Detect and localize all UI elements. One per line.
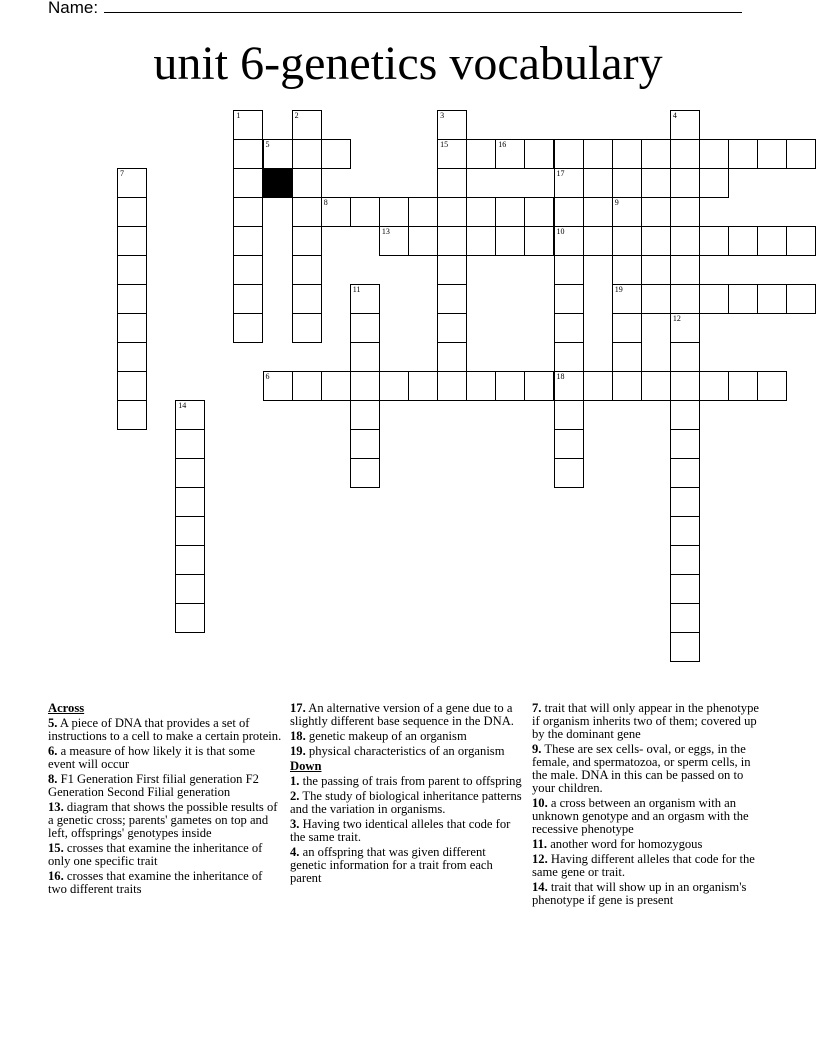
cell-number: 1 xyxy=(236,111,241,120)
crossword-cell[interactable] xyxy=(670,371,700,401)
clue-across-19: 19. physical characteristics of an organism xyxy=(290,744,505,758)
crossword-cell[interactable] xyxy=(524,197,554,227)
crossword-cell[interactable] xyxy=(437,226,467,256)
name-label: Name: xyxy=(48,0,99,17)
crossword-cell[interactable] xyxy=(175,516,205,546)
crossword-cell[interactable] xyxy=(292,255,322,285)
crossword-cell[interactable] xyxy=(350,429,380,459)
crossword-cell[interactable] xyxy=(495,371,525,401)
crossword-cell[interactable] xyxy=(437,255,467,285)
cell-number: 15 xyxy=(440,140,449,149)
crossword-cell[interactable] xyxy=(670,487,700,517)
crossword-cell[interactable] xyxy=(408,226,438,256)
crossword-cell[interactable] xyxy=(554,342,584,372)
crossword-cell[interactable] xyxy=(670,226,700,256)
crossword-cell[interactable] xyxy=(466,226,496,256)
crossword-cell[interactable] xyxy=(612,168,642,198)
crossword-cell[interactable] xyxy=(233,255,263,285)
crossword-cell[interactable] xyxy=(670,429,700,459)
cell-number: 4 xyxy=(672,111,677,120)
clue-across-13: 13. diagram that shows the possible results of a genetic cross; parents' gametes on top and left, offsprings' genotypes inside xyxy=(48,800,278,840)
cell-number: 14 xyxy=(178,401,187,410)
crossword-cell[interactable] xyxy=(379,226,409,256)
clue-across-5: 5. A piece of DNA that provides a set of instructions to a cell to make a certain protein. xyxy=(48,716,282,743)
crossword-cell[interactable] xyxy=(641,226,671,256)
crossword-cell[interactable] xyxy=(117,168,147,198)
cell-number: 11 xyxy=(352,285,361,294)
crossword-cell[interactable] xyxy=(437,371,467,401)
crossword-cell[interactable] xyxy=(117,342,147,372)
crossword-cell[interactable] xyxy=(263,371,293,401)
crossword-cell[interactable] xyxy=(350,458,380,488)
crossword-cell[interactable] xyxy=(612,139,642,169)
crossword-cell[interactable] xyxy=(524,226,554,256)
crossword-cell[interactable] xyxy=(350,284,380,314)
crossword-cell[interactable] xyxy=(554,429,584,459)
crossword-cell[interactable] xyxy=(728,284,758,314)
crossword-cell[interactable] xyxy=(117,284,147,314)
crossword-cell[interactable] xyxy=(495,226,525,256)
crossword-cell[interactable] xyxy=(554,226,584,256)
crossword-cell[interactable] xyxy=(612,342,642,372)
crossword-cell[interactable] xyxy=(292,313,322,343)
crossword-cell[interactable] xyxy=(670,545,700,575)
clues-column-3 xyxy=(532,702,768,909)
crossword-cell[interactable] xyxy=(757,139,787,169)
crossword-cell[interactable] xyxy=(233,139,263,169)
clue-down-14: 14. trait that will show up in an organism's phenotype if gene is present xyxy=(532,880,747,907)
crossword-cell[interactable] xyxy=(350,400,380,430)
clue-down-4: 4. an offspring that was given different genetic information for a trait from each parent xyxy=(290,845,493,885)
crossword-cell[interactable] xyxy=(554,168,584,198)
black-square xyxy=(263,168,293,198)
crossword-cell[interactable] xyxy=(117,371,147,401)
crossword-cell[interactable] xyxy=(466,197,496,227)
crossword-cell[interactable] xyxy=(437,197,467,227)
clue-down-1: 1. the passing of trais from parent to offspring xyxy=(290,774,522,788)
crossword-cell[interactable] xyxy=(670,458,700,488)
crossword-cell[interactable] xyxy=(670,110,700,140)
cell-number: 9 xyxy=(614,198,619,207)
crossword-cell[interactable] xyxy=(292,284,322,314)
clues-column-1 xyxy=(48,702,284,898)
crossword-cell[interactable] xyxy=(292,110,322,140)
crossword-cell[interactable] xyxy=(728,371,758,401)
crossword-cell[interactable] xyxy=(757,371,787,401)
crossword-cell[interactable] xyxy=(321,371,351,401)
crossword-cell[interactable] xyxy=(554,371,584,401)
page-title: unit 6-genetics vocabulary xyxy=(153,37,663,90)
crossword-cell[interactable] xyxy=(583,371,613,401)
crossword-cell[interactable] xyxy=(670,574,700,604)
crossword-cell[interactable] xyxy=(786,226,816,256)
crossword-cell[interactable] xyxy=(670,603,700,633)
cell-number: 12 xyxy=(672,314,681,323)
crossword-cell[interactable] xyxy=(437,284,467,314)
crossword-cell[interactable] xyxy=(699,371,729,401)
crossword-cell[interactable] xyxy=(233,284,263,314)
clue-down-10: 10. a cross between an organism with an unknown genotype and an orgasm with the recessive phenotype xyxy=(532,796,749,836)
crossword-cell[interactable] xyxy=(554,284,584,314)
crossword-cell[interactable] xyxy=(233,197,263,227)
clue-down-7: 7. trait that will only appear in the phenotype if organism inherits two of them; covered up by the dominant gene xyxy=(532,701,759,741)
crossword-cell[interactable] xyxy=(699,284,729,314)
cell-number: 19 xyxy=(614,285,623,294)
crossword-cell[interactable] xyxy=(670,139,700,169)
crossword-cell[interactable] xyxy=(554,255,584,285)
crossword-cell[interactable] xyxy=(292,226,322,256)
crossword-cell[interactable] xyxy=(408,197,438,227)
crossword-cell[interactable] xyxy=(379,197,409,227)
cell-number: 8 xyxy=(323,198,328,207)
crossword-cell[interactable] xyxy=(233,313,263,343)
crossword-cell[interactable] xyxy=(612,255,642,285)
crossword-cell[interactable] xyxy=(554,313,584,343)
clue-down-11: 11. another word for homozygous xyxy=(532,837,703,851)
crossword-cell[interactable] xyxy=(408,371,438,401)
crossword-cell[interactable] xyxy=(233,168,263,198)
crossword-cell[interactable] xyxy=(175,429,205,459)
crossword-cell[interactable] xyxy=(670,168,700,198)
crossword-cell[interactable] xyxy=(233,110,263,140)
crossword-cell[interactable] xyxy=(524,139,554,169)
crossword-cell[interactable] xyxy=(437,168,467,198)
crossword-cell[interactable] xyxy=(670,632,700,662)
cell-number: 3 xyxy=(440,111,445,120)
crossword-cell[interactable] xyxy=(175,545,205,575)
crossword-cell[interactable] xyxy=(350,313,380,343)
crossword-cell[interactable] xyxy=(583,168,613,198)
clue-down-2: 2. The study of biological inheritance patterns and the variation in organisms. xyxy=(290,789,522,816)
crossword-cell[interactable] xyxy=(554,197,584,227)
crossword-cell[interactable] xyxy=(612,226,642,256)
crossword-cell[interactable] xyxy=(757,226,787,256)
cell-number: 10 xyxy=(556,227,565,236)
crossword-cell[interactable] xyxy=(379,371,409,401)
crossword-cell[interactable] xyxy=(175,574,205,604)
down-heading: Down xyxy=(290,759,322,773)
crossword-cell[interactable] xyxy=(350,197,380,227)
crossword-cell[interactable] xyxy=(292,139,322,169)
crossword-cell[interactable] xyxy=(292,371,322,401)
crossword-cell[interactable] xyxy=(583,139,613,169)
cell-number: 13 xyxy=(381,227,390,236)
crossword-cell[interactable] xyxy=(670,342,700,372)
crossword-cell[interactable] xyxy=(641,284,671,314)
clue-down-9: 9. These are sex cells- oval, or eggs, in the female, and spermatozoa, or sperm cells, in the male. DNA in this can be passed on to your children. xyxy=(532,742,751,795)
crossword-cell[interactable] xyxy=(670,400,700,430)
crossword-cell[interactable] xyxy=(786,139,816,169)
crossword-cell[interactable] xyxy=(670,284,700,314)
crossword-cell[interactable] xyxy=(117,400,147,430)
clue-down-3: 3. Having two identical alleles that code for the same trait. xyxy=(290,817,511,844)
clue-across-16: 16. crosses that examine the inheritance of two different traits xyxy=(48,869,263,896)
crossword-cell[interactable] xyxy=(612,284,642,314)
crossword-cell[interactable] xyxy=(641,371,671,401)
clue-across-6: 6. a measure of how likely it is that some event will occur xyxy=(48,744,256,771)
crossword-cell[interactable] xyxy=(437,342,467,372)
cell-number: 5 xyxy=(265,140,270,149)
crossword-cell[interactable] xyxy=(350,342,380,372)
crossword-cell[interactable] xyxy=(699,226,729,256)
crossword-cell[interactable] xyxy=(670,197,700,227)
crossword-cell[interactable] xyxy=(175,603,205,633)
crossword-cell[interactable] xyxy=(321,197,351,227)
crossword-cell[interactable] xyxy=(117,226,147,256)
crossword-cell[interactable] xyxy=(670,313,700,343)
crossword-cell[interactable] xyxy=(670,255,700,285)
clue-across-17: 17. An alternative version of a gene due to a slightly different base sequence in the DNA. xyxy=(290,701,514,728)
crossword-cell[interactable] xyxy=(175,400,205,430)
crossword-cell[interactable] xyxy=(263,139,293,169)
cell-number: 18 xyxy=(556,372,565,381)
crossword-cell[interactable] xyxy=(495,197,525,227)
clue-down-12: 12. Having different alleles that code for the same gene or trait. xyxy=(532,852,755,879)
crossword-cell[interactable] xyxy=(612,371,642,401)
crossword-cell[interactable] xyxy=(117,255,147,285)
cell-number: 16 xyxy=(498,140,507,149)
crossword-cell[interactable] xyxy=(728,226,758,256)
crossword-cell[interactable] xyxy=(554,139,584,169)
cell-number: 7 xyxy=(120,169,124,178)
crossword-cell[interactable] xyxy=(786,284,816,314)
crossword-cell[interactable] xyxy=(554,458,584,488)
crossword-cell[interactable] xyxy=(175,487,205,517)
crossword-cell[interactable] xyxy=(670,516,700,546)
across-heading: Across xyxy=(48,701,85,715)
crossword-cell[interactable] xyxy=(641,168,671,198)
crossword-cell[interactable] xyxy=(466,371,496,401)
crossword-cell[interactable] xyxy=(524,371,554,401)
crossword-cell[interactable] xyxy=(321,139,351,169)
crossword-cell[interactable] xyxy=(292,197,322,227)
cell-number: 17 xyxy=(556,169,565,178)
crossword-cell[interactable] xyxy=(583,226,613,256)
crossword-cell[interactable] xyxy=(612,313,642,343)
crossword-cell[interactable] xyxy=(437,139,467,169)
crossword-cell[interactable] xyxy=(699,168,729,198)
clue-across-15: 15. crosses that examine the inheritance of only one specific trait xyxy=(48,841,263,868)
crossword-cell[interactable] xyxy=(612,197,642,227)
crossword-cell[interactable] xyxy=(437,313,467,343)
crossword-cell[interactable] xyxy=(641,139,671,169)
crossword-cell[interactable] xyxy=(583,197,613,227)
crossword-cell[interactable] xyxy=(117,313,147,343)
crossword-cell[interactable] xyxy=(233,226,263,256)
crossword-cell[interactable] xyxy=(757,284,787,314)
crossword-cell[interactable] xyxy=(350,371,380,401)
crossword-cell[interactable] xyxy=(175,458,205,488)
crossword-cell[interactable] xyxy=(437,110,467,140)
crossword-cell[interactable] xyxy=(292,168,322,198)
crossword-cell[interactable] xyxy=(699,139,729,169)
cell-number: 2 xyxy=(294,111,299,120)
crossword-cell[interactable] xyxy=(728,139,758,169)
crossword-cell[interactable] xyxy=(554,400,584,430)
clues-column-2 xyxy=(290,702,524,887)
clue-across-8: 8. F1 Generation First filial generation F2 Generation Second Filial generation xyxy=(48,772,259,799)
crossword-cell[interactable] xyxy=(117,197,147,227)
clue-across-18: 18. genetic makeup of an organism xyxy=(290,729,467,743)
crossword-cell[interactable] xyxy=(495,139,525,169)
crossword-cell[interactable] xyxy=(466,139,496,169)
cell-number: 6 xyxy=(265,372,270,381)
